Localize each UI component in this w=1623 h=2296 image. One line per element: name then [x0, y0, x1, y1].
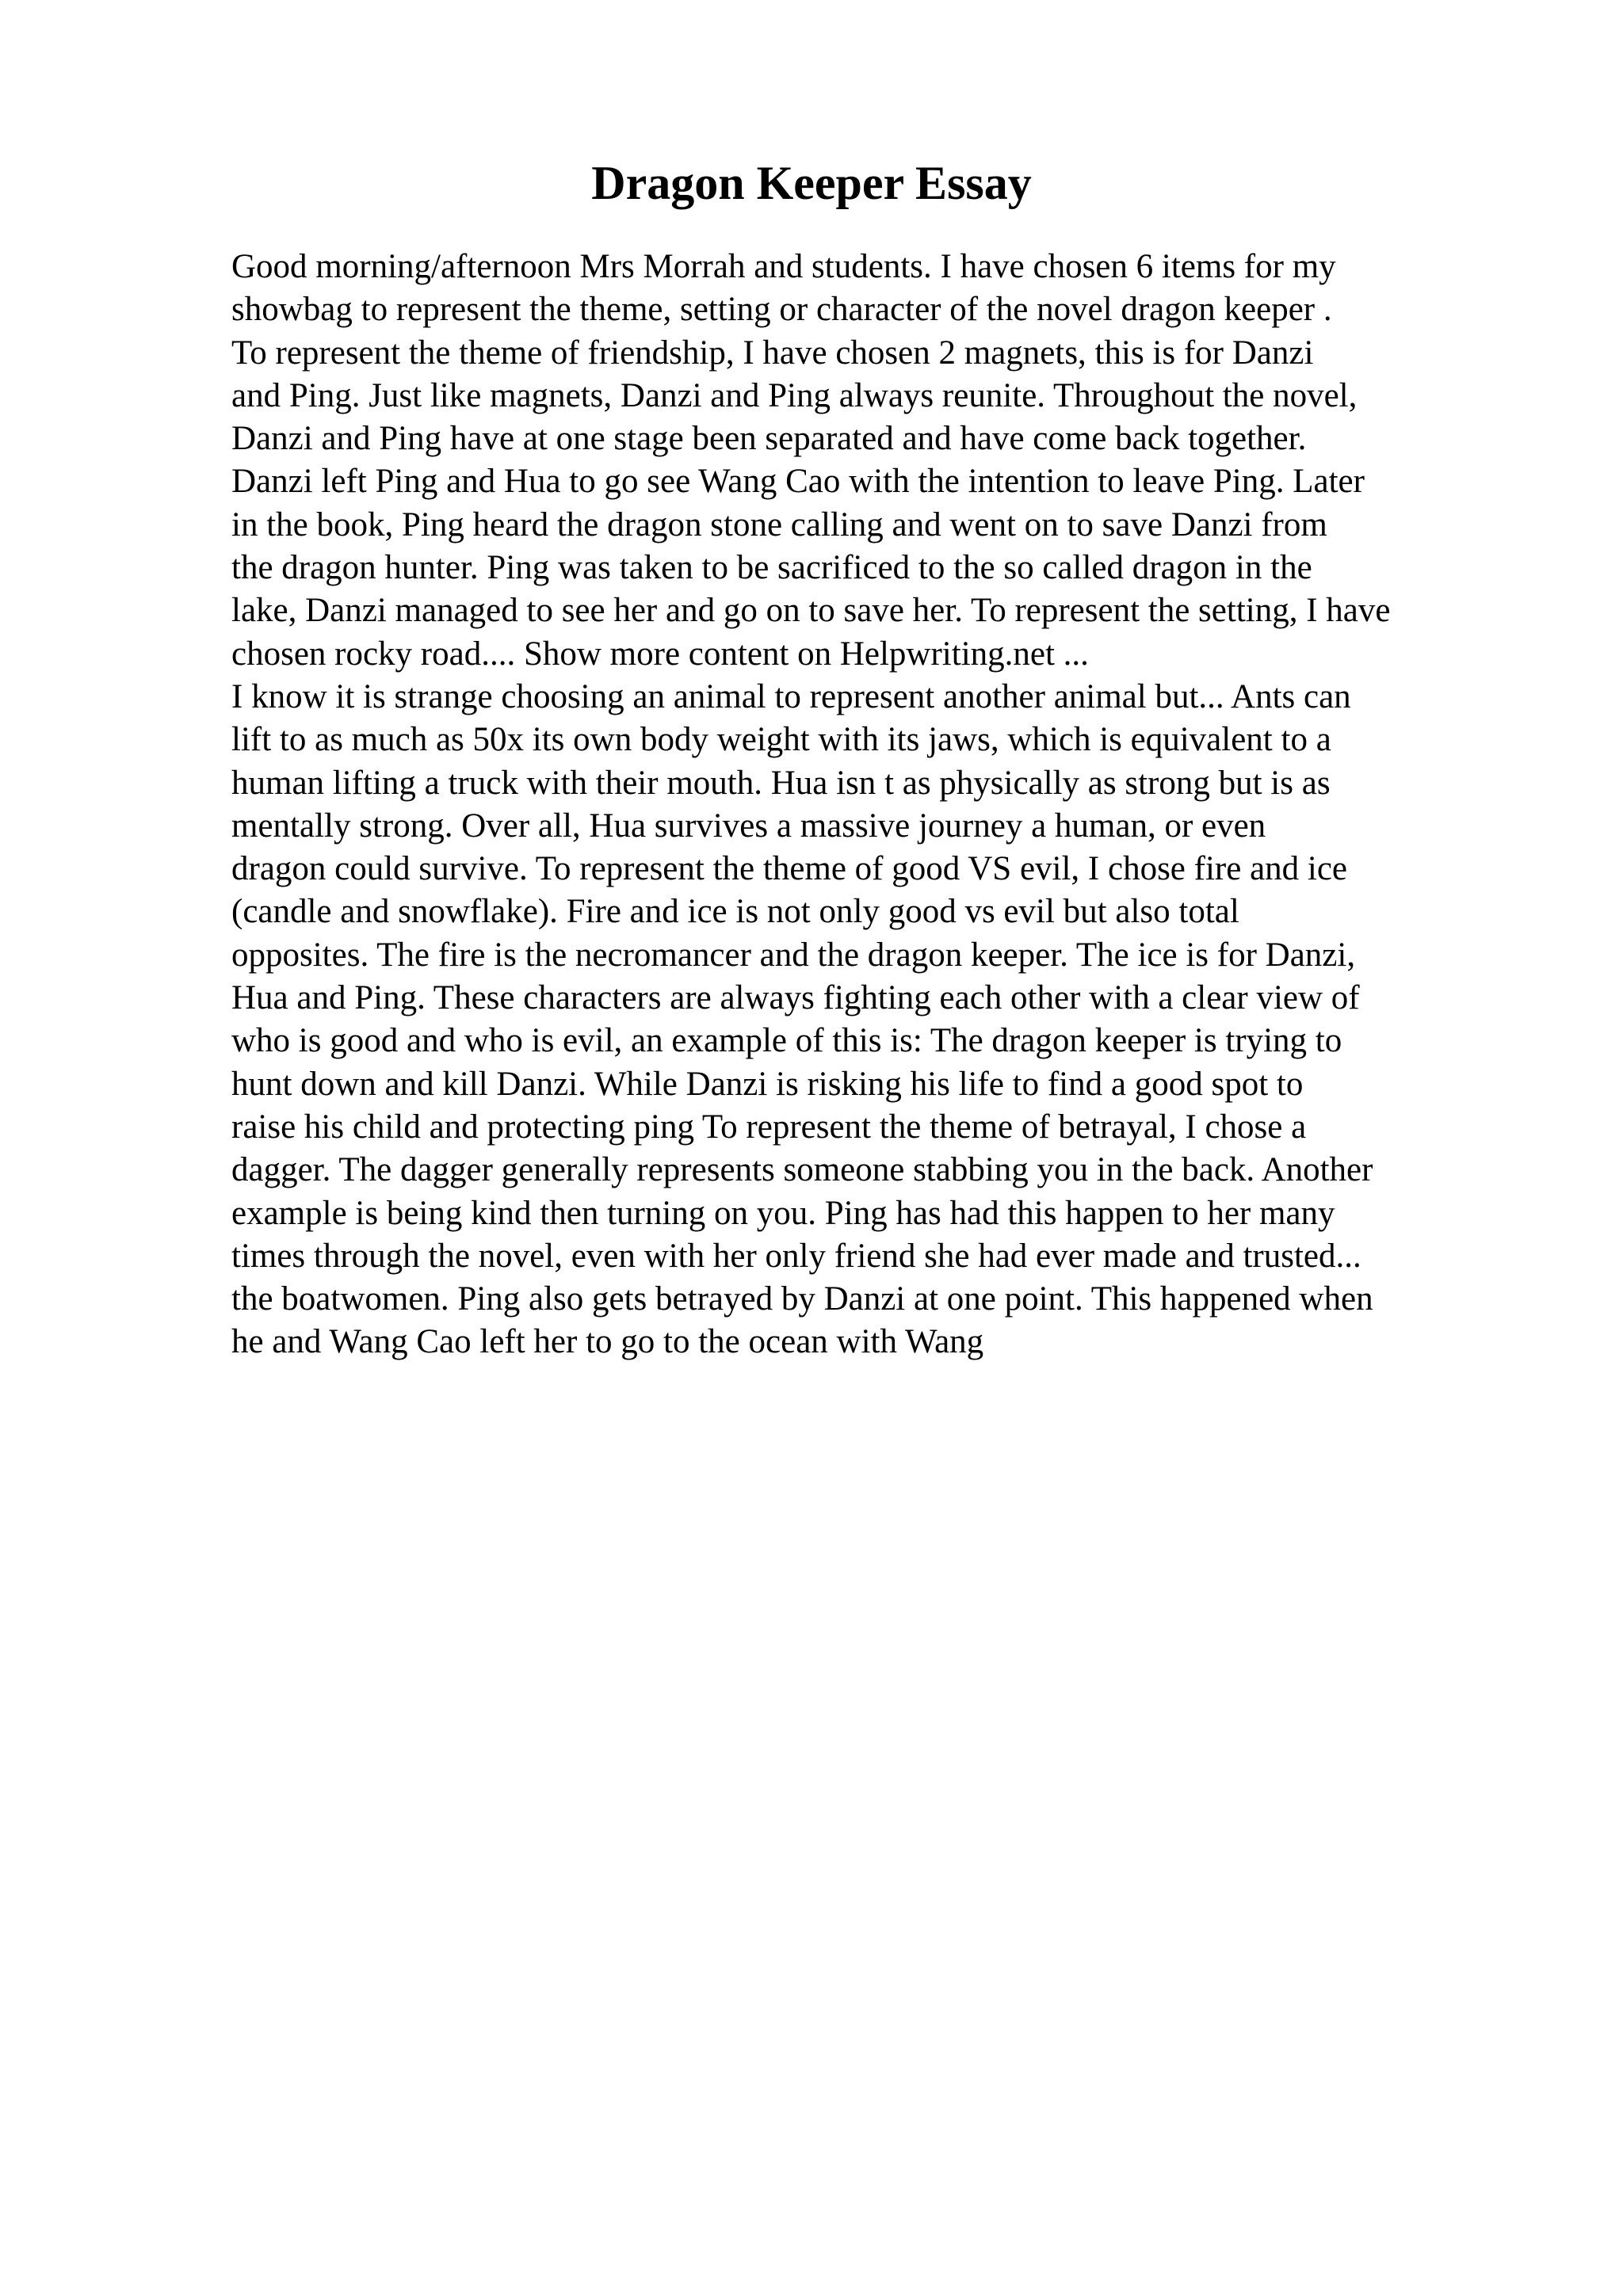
essay-line: I know it is strange choosing an animal to represent another animal but... Ants can [231, 677, 1351, 715]
essay-line: lift to as much as 50x its own body weight with its jaws, which is equivalent to a [231, 721, 1331, 759]
essay-line: times through the novel, even with her only friend she had ever made and trusted... [231, 1237, 1361, 1275]
essay-line: Good morning/afternoon Mrs Morrah and students. I have chosen 6 items for my [231, 248, 1336, 285]
essay-line: the dragon hunter. Ping was taken to be sacrificed to the so called dragon in the [231, 549, 1312, 587]
essay-line: the boatwomen. Ping also gets betrayed by Danzi at one point. This happened when [231, 1280, 1373, 1318]
essay-line: hunt down and kill Danzi. While Danzi is risking his life to find a good spot to [231, 1065, 1304, 1103]
essay-line: Hua and Ping. These characters are always fighting each other with a clear view of [231, 979, 1360, 1017]
essay-body [231, 246, 1531, 1364]
essay-line: dagger. The dagger generally represents someone stabbing you in the back. Another [231, 1151, 1373, 1189]
essay-line: lake, Danzi managed to see her and go on to save her. To represent the setting, I have [231, 592, 1391, 630]
essay-line: he and Wang Cao left her to go to the ocean with Wang [231, 1323, 984, 1361]
essay-line: in the book, Ping heard the dragon stone calling and went on to save Danzi from [231, 505, 1327, 543]
essay-line: who is good and who is evil, an example of this is: The dragon keeper is trying to [231, 1022, 1342, 1060]
essay-line: To represent the theme of friendship, I have chosen 2 magnets, this is for Danzi [231, 334, 1314, 372]
essay-line: (candle and snowflake). Fire and ice is not only good vs evil but also total [231, 893, 1239, 931]
essay-line: human lifting a truck with their mouth. Hua isn t as physically as strong but is as [231, 764, 1331, 802]
essay-line: opposites. The fire is the necromancer and the dragon keeper. The ice is for Danzi, [231, 936, 1356, 974]
essay-line: chosen rocky road.... Show more content on Helpwriting.net ... [231, 635, 1089, 673]
essay-line: Danzi left Ping and Hua to go see Wang Cao with the intention to leave Ping. Later [231, 463, 1365, 501]
essay-line: dragon could survive. To represent the theme of good VS evil, I chose fire and ice [231, 850, 1348, 888]
essay-line: raise his child and protecting ping To represent the theme of betrayal, I chose a [231, 1108, 1307, 1146]
essay-line: and Ping. Just like magnets, Danzi and Ping always reunite. Throughout the novel, [231, 376, 1358, 414]
essay-line: example is being kind then turning on you. Ping has had this happen to her many [231, 1194, 1335, 1232]
essay-line: mentally strong. Over all, Hua survives a massive journey a human, or even [231, 807, 1266, 845]
essay-line: Danzi and Ping have at one stage been separated and have come back together. [231, 420, 1307, 458]
essay-line: showbag to represent the theme, setting or character of the novel dragon keeper . [231, 291, 1332, 329]
document-title: Dragon Keeper Essay [591, 157, 1032, 209]
